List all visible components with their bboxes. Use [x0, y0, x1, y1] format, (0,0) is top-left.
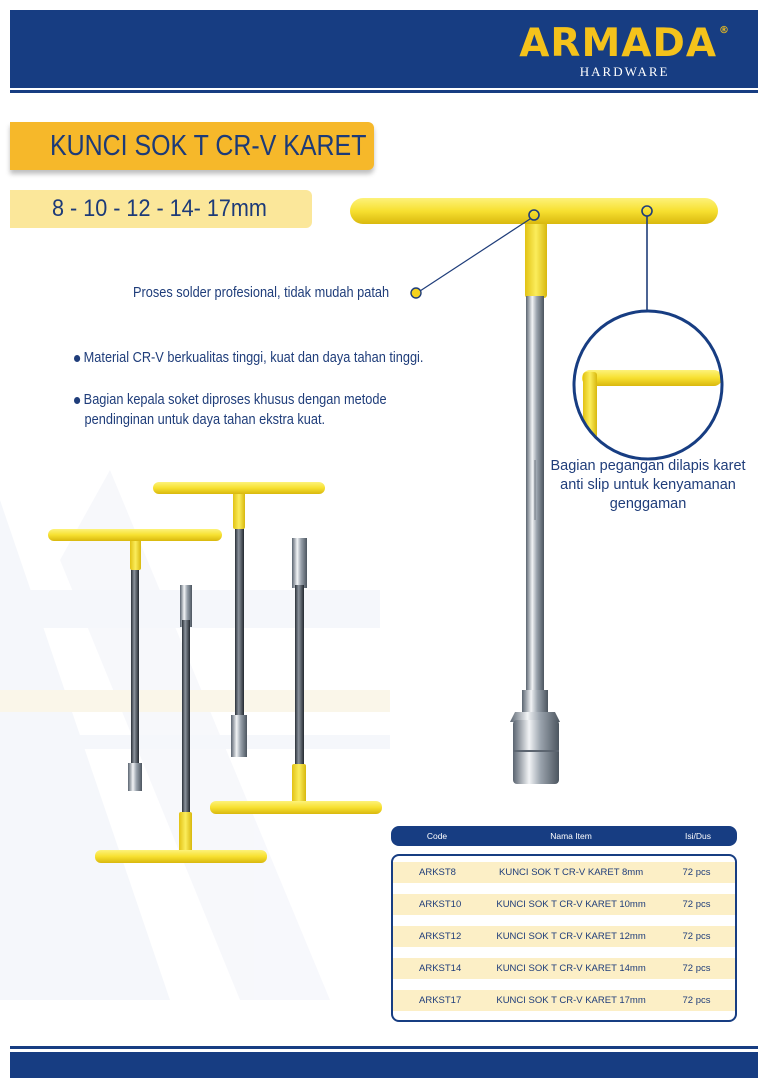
cell-qty: 72 pcs [682, 963, 711, 974]
cell-code: ARKST17 [419, 995, 462, 1006]
grip-zoom-circle [574, 311, 722, 472]
cell-qty: 72 pcs [682, 867, 711, 878]
feature-bullet-material [74, 348, 423, 368]
size-range-bar [10, 190, 312, 228]
table-row [393, 862, 735, 883]
header-qty: Isi/Dus [685, 831, 711, 841]
cell-qty: 72 pcs [682, 899, 711, 910]
grip-callout [548, 457, 748, 514]
grip-callout-line: anti slip untuk kenyamanan [560, 477, 736, 493]
cell-qty: 72 pcs [682, 995, 711, 1006]
footer-band [10, 1052, 758, 1078]
cell-code: ARKST12 [419, 931, 462, 942]
cell-name: KUNCI SOK T CR-V KARET 12mm [496, 931, 646, 942]
brand-name: ARMADA [519, 21, 717, 66]
feature-text: Bagian kepala soket diproses khusus dengan metode [83, 392, 387, 408]
cell-name: KUNCI SOK T CR-V KARET 10mm [496, 899, 646, 910]
registered-mark: ® [719, 25, 730, 36]
background-watermark [0, 470, 390, 1000]
table-body [391, 854, 737, 1022]
table-row [393, 958, 735, 979]
grip-callout-line: genggaman [609, 496, 687, 512]
cell-code: ARKST8 [419, 867, 456, 878]
brand-subtitle: HARDWARE [579, 64, 670, 79]
cell-code: ARKST10 [419, 899, 462, 910]
product-title-bar [10, 122, 374, 170]
table-row [393, 894, 735, 915]
size-range: 8 - 10 - 12 - 14- 17mm [52, 195, 267, 222]
feature-text: Material CR-V berkualitas tinggi, kuat dan daya tahan tinggi. [83, 350, 424, 366]
product-title: KUNCI SOK T CR-V KARET [50, 130, 367, 162]
cell-name: KUNCI SOK T CR-V KARET 17mm [496, 995, 646, 1006]
feature-bullet-socket-head [74, 390, 387, 430]
bullet-dot [74, 397, 80, 404]
cell-qty: 72 pcs [682, 931, 711, 942]
product-table [391, 826, 737, 1022]
bullet-dot [74, 355, 80, 362]
grip-callout-line: Bagian pegangan dilapis karet [550, 458, 746, 474]
cell-name: KUNCI SOK T CR-V KARET 8mm [499, 867, 644, 878]
footer-divider [10, 1046, 758, 1049]
table-header [391, 826, 737, 846]
table-row [393, 926, 735, 947]
cell-code: ARKST14 [419, 963, 462, 974]
header-name: Nama Item [550, 831, 592, 841]
table-row [393, 990, 735, 1011]
feature-text-continued: pendinginan untuk daya tahan ekstra kuat. [84, 412, 326, 428]
header-code: Code [426, 831, 448, 841]
cell-name: KUNCI SOK T CR-V KARET 14mm [496, 963, 646, 974]
solder-callout: Proses solder profesional, tidak mudah patah [133, 285, 390, 301]
